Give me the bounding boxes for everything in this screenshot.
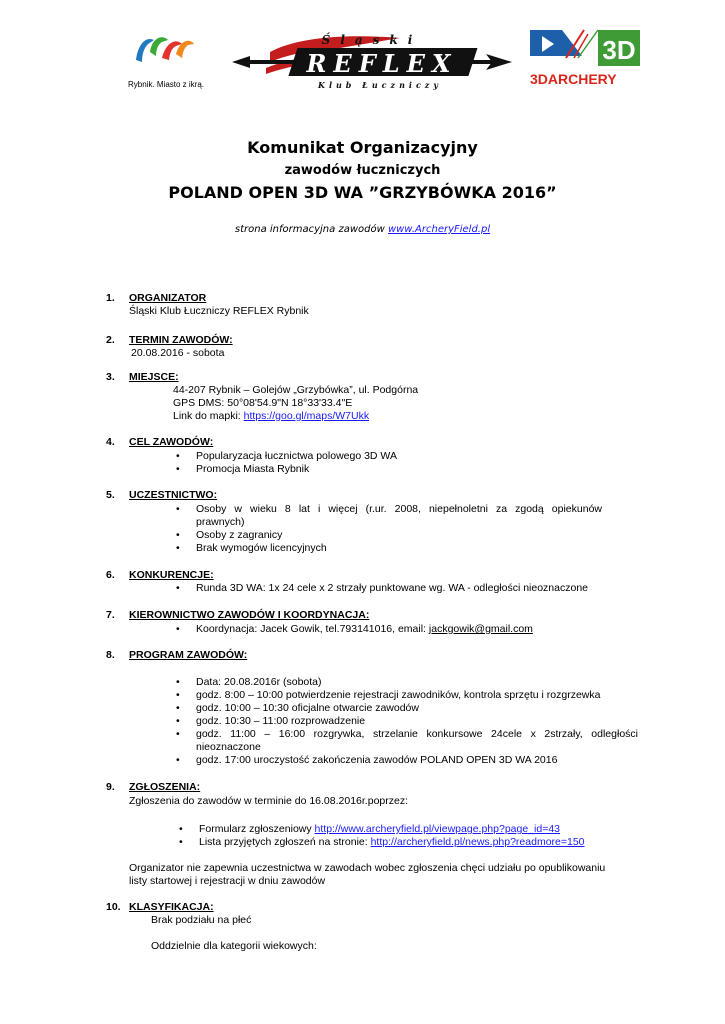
list-item: • Promocja Miasta Rybnik	[196, 463, 309, 475]
list-item: • Runda 3D WA: 1x 24 cele x 2 strzały punktowane wg. WA - odległości nieoznaczone	[196, 582, 588, 594]
organizer-note-line1: Organizator nie zapewnia uczestnictwa w zawodach wobec zgłoszenia chęci udziału po opublikowaniu	[129, 862, 606, 874]
list-item: • Popularyzacja łucznictwa polowego 3D WA	[196, 450, 397, 462]
registration-text: Zgłoszenia do zawodów w terminie do 16.08.2016r.poprzez:	[129, 795, 408, 807]
3darchery-name-text: 3DARCHERY	[530, 71, 617, 87]
classification-text-1: Brak podziału na płeć	[151, 914, 252, 926]
section-5-heading: 5. UCZESTNICTWO:	[106, 489, 218, 501]
section-6-heading: 6. KONKURENCJE:	[106, 569, 214, 581]
section-7-heading: 7. KIEROWNICTWO ZAWODÓW I KOORDYNACJA:	[106, 609, 370, 621]
list-item: • Data: 20.08.2016r (sobota)	[196, 676, 322, 688]
rybnik-fish-icon	[132, 30, 196, 74]
rybnik-logo	[128, 30, 208, 92]
list-item: • Lista przyjętych zgłoszeń na stronie: http://archeryfield.pl/news.php?readmore=150	[199, 836, 585, 848]
section-10-heading: 10. KLASYFIKACJA:	[106, 901, 214, 913]
list-item-continuation: nieoznaczone	[196, 741, 261, 753]
section-3-heading: 3. MIEJSCE:	[106, 371, 179, 383]
accepted-list-link[interactable]: http://archeryfield.pl/news.php?readmore=150	[370, 836, 585, 848]
list-item: • Osoby w wieku 8 lat i więcej (r.ur. 2008, niepełnoletni za zgodą opiekunów	[196, 503, 602, 515]
section-9-heading: 9. ZGŁOSZENIA:	[106, 781, 201, 793]
list-item: • Koordynacja: Jacek Gowik, tel.793141016, email: jackgowik@gmail.com	[196, 623, 533, 635]
event-title: POLAND OPEN 3D WA ”GRZYBÓWKA 2016”	[168, 183, 557, 202]
section-1-heading: 1. ORGANIZATOR	[106, 292, 207, 304]
3darchery-icon	[528, 28, 644, 90]
3d-text: 3D	[602, 35, 636, 65]
section-4-heading: 4. CEL ZAWODÓW:	[106, 436, 214, 448]
3darchery-logo	[528, 28, 644, 90]
reflex-logo	[230, 28, 515, 92]
organizer-text: Śląski Klub Łuczniczy REFLEX Rybnik	[129, 305, 309, 317]
list-item: • Formularz zgłoszeniowy http://www.archeryfield.pl/viewpage.php?page_id=43	[199, 823, 560, 835]
list-item: • godz. 8:00 – 10:00 potwierdzenie rejestracji zawodników, kontrola sprzętu i rozgrzewka	[196, 689, 600, 701]
section-8-heading: 8. PROGRAM ZAWODÓW:	[106, 649, 248, 661]
reflex-top-text: Śląski	[321, 33, 423, 47]
reflex-arrow-icon	[230, 28, 515, 92]
classification-text-2: Oddzielnie dla kategorii wiekowych:	[151, 940, 317, 952]
list-item: • Brak wymogów licencyjnych	[196, 542, 327, 554]
list-item: • godz. 11:00 – 16:00 rozgrywka, strzelanie konkursowe 24cele x 2strzały, odległości	[196, 728, 638, 740]
organizer-note-line2: listy startowej i rejestracji w dniu zawodów	[129, 875, 326, 887]
rybnik-caption: Rybnik. Miasto z ikrą.	[128, 80, 205, 89]
reflex-bottom-text: Klub Łuczniczy	[317, 80, 443, 90]
info-prefix: strona informacyjna zawodów	[234, 224, 388, 235]
info-line	[0, 224, 725, 235]
map-line: Link do mapki: https://goo.gl/maps/W7Ukk	[173, 410, 370, 422]
list-item: • godz. 10:00 – 10:30 oficjalne otwarcie zawodów	[196, 702, 419, 714]
address-text: 44-207 Rybnik – Golejów „Grzybówka”, ul. Podgórna	[173, 384, 419, 396]
document-title: Komunikat Organizacyjny	[247, 138, 478, 157]
list-item: • Osoby z zagranicy	[196, 529, 282, 541]
email-link[interactable]: jackgowik@gmail.com	[428, 623, 533, 635]
archeryfield-link[interactable]: www.ArcheryField.pl	[387, 224, 491, 235]
section-2-heading: 2. TERMIN ZAWODÓW:	[106, 334, 233, 346]
list-item: • godz. 17:00 uroczystość zakończenia zawodów POLAND OPEN 3D WA 2016	[196, 754, 557, 766]
list-item: • godz. 10:30 – 11:00 rozprowadzenie	[196, 715, 365, 727]
map-link[interactable]: https://goo.gl/maps/W7Ukk	[243, 410, 370, 422]
list-item-continuation: prawnych)	[196, 516, 245, 528]
date-text: 20.08.2016 - sobota	[131, 347, 225, 359]
reflex-main-text: REFLEX	[306, 49, 458, 78]
registration-form-link[interactable]: http://www.archeryfield.pl/viewpage.php?page_id=43	[314, 823, 560, 835]
document-subtitle: zawodów łuczniczych	[284, 163, 441, 178]
gps-text: GPS DMS: 50°08'54.9"N 18°33'33.4"E	[173, 397, 353, 409]
